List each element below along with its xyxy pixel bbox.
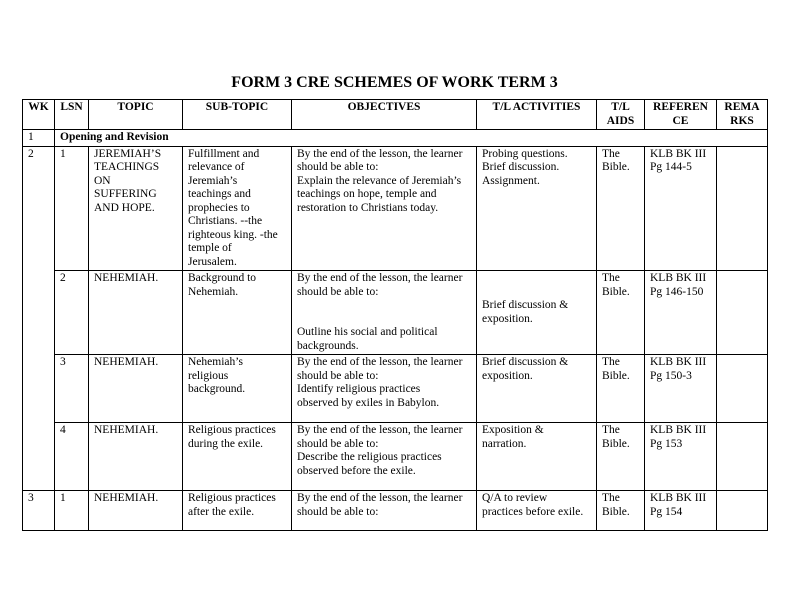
topic-line: NEHEMIAH. (94, 424, 159, 436)
table-row (23, 271, 768, 355)
objectives-line: should be able to: (297, 437, 379, 450)
activities-line: narration. (482, 437, 527, 450)
header-remarks-line: RKS (730, 114, 754, 127)
schemes-of-work-table (22, 99, 768, 531)
aids-line: The (602, 424, 620, 436)
header-aids-line: AIDS (606, 114, 635, 127)
activities-line: Exposition & (482, 424, 544, 436)
reference-cell (645, 423, 717, 491)
header-lsn: LSN (55, 100, 89, 130)
subtopic-cell (183, 355, 292, 423)
header-topic: TOPIC (89, 100, 183, 130)
reference-line: KLB BK III (650, 272, 707, 284)
objectives-line: By the end of the lesson, the learner (297, 147, 463, 160)
topic-line: TEACHINGS (94, 161, 160, 173)
reference-line: Pg 153 (650, 437, 683, 450)
header-aids-line: T/L (611, 101, 630, 113)
subtopic-line: Background to (188, 272, 257, 284)
objectives-line: observed before the exile. (297, 464, 416, 477)
subtopic-line: background. (188, 383, 246, 395)
header-reference-line: REFEREN (653, 101, 708, 113)
topic-line: NEHEMIAH. (94, 272, 159, 284)
aids-line: Bible. (602, 505, 630, 518)
objectives-line: teachings on hope, temple and (297, 188, 437, 200)
topic-cell (89, 146, 183, 271)
activities-line: Brief discussion. (482, 161, 560, 173)
week-1-row (23, 130, 768, 147)
reference-cell (645, 271, 717, 355)
lesson-number: 4 (55, 423, 89, 491)
objectives-cell (292, 491, 477, 531)
objectives-cell (292, 355, 477, 423)
objectives-line: By the end of the lesson, the learner (297, 492, 463, 504)
objectives-line: observed by exiles in Babylon. (297, 396, 440, 409)
topic-cell (89, 271, 183, 355)
subtopic-line: prophecies to (188, 201, 250, 214)
subtopic-cell (183, 423, 292, 491)
activities-cell (477, 146, 597, 271)
week-banner: Opening and Revision (55, 130, 768, 147)
aids-cell (597, 271, 645, 355)
subtopic-line: during the exile. (188, 437, 264, 450)
aids-cell (597, 491, 645, 531)
subtopic-line: teachings and (188, 188, 251, 200)
aids-line: The (602, 147, 620, 160)
objectives-line: Outline his social and political (297, 326, 438, 338)
subtopic-cell (183, 146, 292, 271)
header-remarks-line: REMA (724, 101, 760, 113)
subtopic-line: after the exile. (188, 505, 255, 518)
objectives-line: should be able to: (297, 369, 379, 382)
lesson-number: 1 (55, 146, 89, 271)
reference-line: Pg 150-3 (650, 369, 692, 382)
remarks-cell (717, 423, 768, 491)
activities-cell (477, 423, 597, 491)
subtopic-line: Nehemiah’s (188, 356, 243, 368)
reference-line: KLB BK III (650, 356, 707, 368)
objectives-line: backgrounds. (297, 339, 359, 352)
reference-line: KLB BK III (650, 424, 707, 436)
objectives-cell (292, 271, 477, 355)
reference-line: Pg 146-150 (650, 285, 704, 298)
header-reference-line: CE (672, 114, 689, 127)
reference-line: Pg 154 (650, 505, 683, 518)
header-remarks (717, 100, 768, 130)
objectives-line: should be able to: (297, 161, 379, 173)
lesson-number: 1 (55, 491, 89, 531)
header-reference (645, 100, 717, 130)
document-title: FORM 3 CRE SCHEMES OF WORK TERM 3 (231, 74, 558, 91)
subtopic-line: Christians. --the (188, 215, 263, 227)
objectives-cell (292, 423, 477, 491)
table-row (23, 355, 768, 423)
header-subtopic: SUB-TOPIC (183, 100, 292, 130)
objectives-line: should be able to: (297, 505, 379, 518)
objectives-line: should be able to: (297, 285, 379, 298)
objectives-line: Describe the religious practices (297, 451, 442, 463)
header-row (23, 100, 768, 130)
subtopic-cell (183, 491, 292, 531)
subtopic-line: Jerusalem. (188, 255, 237, 268)
subtopic-cell (183, 271, 292, 355)
subtopic-line: Religious practices (188, 424, 276, 436)
lesson-number: 2 (55, 271, 89, 355)
aids-line: The (602, 272, 620, 284)
header-activities: T/L ACTIVITIES (477, 100, 597, 130)
aids-line: Bible. (602, 285, 630, 298)
table-row (23, 491, 768, 531)
week-number: 1 (23, 130, 55, 147)
objectives-line: restoration to Christians today. (297, 201, 439, 214)
subtopic-line: Religious practices (188, 492, 276, 504)
aids-line: Bible. (602, 437, 630, 450)
remarks-cell (717, 491, 768, 531)
remarks-cell (717, 146, 768, 271)
objectives-line: By the end of the lesson, the learner (297, 424, 463, 436)
reference-cell (645, 146, 717, 271)
subtopic-line: righteous king. -the (188, 228, 278, 241)
objectives-cell (292, 146, 477, 271)
aids-line: The (602, 492, 620, 504)
activities-cell (477, 355, 597, 423)
table-row (23, 423, 768, 491)
objectives-line: Identify religious practices (297, 383, 421, 395)
header-wk: WK (23, 100, 55, 130)
reference-line: Pg 144-5 (650, 161, 692, 173)
aids-line: Bible. (602, 369, 630, 382)
activities-line: Probing questions. (482, 147, 568, 160)
aids-line: The (602, 356, 620, 368)
objectives-line: By the end of the lesson, the learner (297, 356, 463, 368)
topic-cell (89, 491, 183, 531)
activities-line: Brief discussion & (482, 356, 569, 368)
table-row (23, 146, 768, 271)
remarks-cell (717, 355, 768, 423)
activities-cell (477, 271, 597, 355)
objectives-line: Explain the relevance of Jeremiah’s (297, 174, 462, 187)
lesson-number: 3 (55, 355, 89, 423)
aids-cell (597, 146, 645, 271)
activities-line: Q/A to review (482, 492, 548, 504)
activities-line: Assignment. (482, 174, 540, 187)
topic-cell (89, 423, 183, 491)
topic-line: ON (94, 174, 111, 187)
topic-line: NEHEMIAH. (94, 492, 159, 504)
activities-line: exposition. (482, 312, 533, 325)
topic-line: AND HOPE. (94, 201, 155, 214)
reference-cell (645, 491, 717, 531)
aids-cell (597, 355, 645, 423)
reference-line: KLB BK III (650, 147, 707, 160)
topic-cell (89, 355, 183, 423)
header-objectives: OBJECTIVES (292, 100, 477, 130)
subtopic-line: religious (188, 369, 229, 382)
activities-line: practices before exile. (482, 505, 584, 518)
topic-line: NEHEMIAH. (94, 356, 159, 368)
week-number: 2 (23, 146, 55, 491)
subtopic-line: Jeremiah’s (188, 174, 238, 187)
subtopic-line: Nehemiah. (188, 285, 239, 298)
aids-line: Bible. (602, 161, 630, 173)
header-aids (597, 100, 645, 130)
reference-line: KLB BK III (650, 492, 707, 504)
activities-line: exposition. (482, 369, 533, 382)
aids-cell (597, 423, 645, 491)
objectives-line: By the end of the lesson, the learner (297, 272, 463, 284)
remarks-cell (717, 271, 768, 355)
activities-line: Brief discussion & (482, 299, 569, 311)
subtopic-line: Fulfillment and (188, 147, 260, 160)
topic-line: SUFFERING (94, 188, 157, 200)
subtopic-line: temple of (188, 242, 232, 254)
activities-cell (477, 491, 597, 531)
reference-cell (645, 355, 717, 423)
subtopic-line: relevance of (188, 161, 245, 173)
topic-line: JEREMIAH’S (94, 147, 162, 160)
week-number: 3 (23, 491, 55, 531)
